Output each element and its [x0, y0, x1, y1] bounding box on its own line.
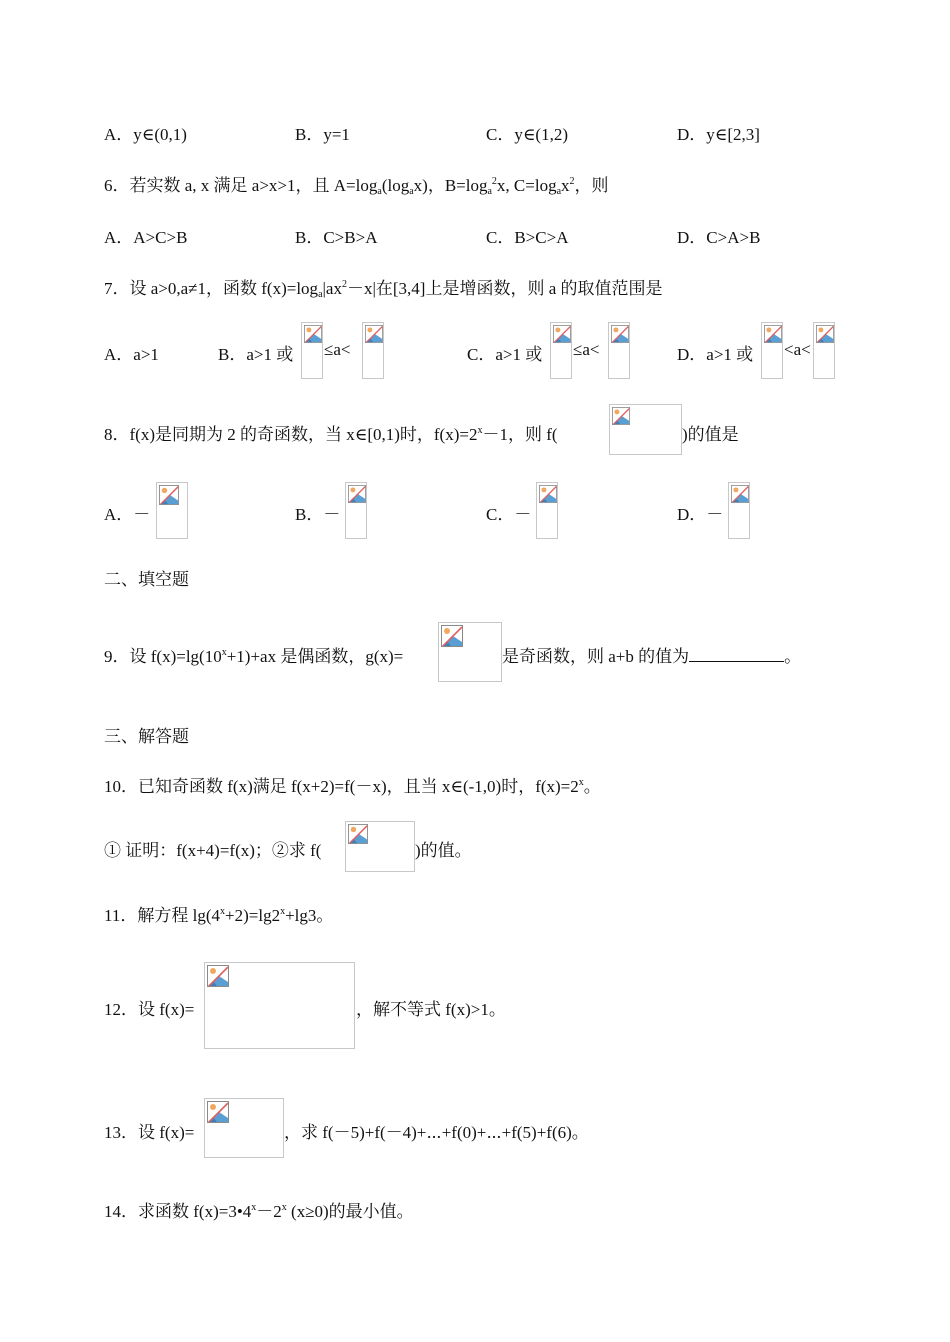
section-heading-solve: 三、解答题: [104, 727, 189, 746]
option-c-text2: ≤a<: [573, 340, 600, 359]
option-d: D．y∈[2,3]: [677, 125, 760, 144]
q8-options: [0, 480, 950, 540]
option-a: A．－: [104, 505, 151, 524]
broken-image-icon: [362, 322, 384, 379]
question-9-tail: 是奇函数，则 a+b 的值为 。: [502, 647, 802, 666]
broken-image-icon: [728, 482, 750, 539]
option-c: C．－: [486, 505, 532, 524]
broken-image-icon: [761, 322, 783, 379]
broken-image-icon: [536, 482, 558, 539]
question-10-parts-tail: )的值。: [415, 841, 472, 860]
answer-blank[interactable]: [689, 647, 784, 662]
broken-image-icon: [608, 322, 630, 379]
broken-image-icon: [550, 322, 572, 379]
question-10-parts: ① 证明：f(x+4)=f(x)；②求 f(: [104, 841, 322, 860]
option-d-text1: D．a>1 或: [677, 345, 754, 364]
option-b: B．y=1: [295, 125, 350, 144]
question-10: 10．已知奇函数 f(x)满足 f(x+2)=f(－x)，且当 x∈(-1,0)时，$f(x)=2^x$。: [104, 777, 601, 796]
option-d-text2: <a<: [784, 340, 811, 359]
broken-image-icon: [345, 821, 415, 872]
broken-image-icon: [204, 962, 355, 1049]
option-d: D．－: [677, 505, 724, 524]
question-8-tail: )的值是: [682, 425, 739, 444]
option-a: A．y∈(0,1): [104, 125, 187, 144]
question-6: 6．若实数 a, x 满足 a>x>1，且 $A=\log_a(\log_ax)$，$B=\log_a^2x$, $C=\log_ax^2$，则: [104, 176, 609, 197]
question-12-tail: ，解不等式 f(x)>1。: [356, 1000, 506, 1019]
option-d: D．C>A>B: [677, 228, 761, 247]
broken-image-icon: [301, 322, 323, 379]
option-b-text2: ≤a<: [324, 340, 351, 359]
question-8: 8．f(x)是同期为 2 的奇函数，当 x∈[0,1)时，$f(x)=2^x-1$，则 f(: [104, 425, 558, 444]
question-11: 11．解方程 $\lg(4^x+2)=\lg 2^x+\lg 3$。: [104, 906, 334, 925]
section-heading-fill-in: 二、填空题: [104, 570, 189, 589]
broken-image-icon: [345, 482, 367, 539]
broken-image-icon: [204, 1098, 284, 1158]
option-c-text1: C．a>1 或: [467, 345, 543, 364]
question-13-tail: ，求 f(－5)+f(－4)+⋯+f(0)+⋯+f(5)+f(6)。: [284, 1123, 589, 1142]
broken-image-icon: [156, 482, 188, 539]
option-a: A．A>C>B: [104, 228, 188, 247]
question-7: 7．设 a>0,a≠1，函数 $f(x)=\log_a|ax^2-x|$在[3,4]上是增函数，则 a 的取值范围是: [104, 279, 663, 300]
question-12: 12．设 f(x)=: [104, 1000, 195, 1019]
broken-image-icon: [438, 622, 502, 682]
option-b: B．－: [295, 505, 341, 524]
question-13: 13．设 f(x)=: [104, 1123, 195, 1142]
option-c: C．B>C>A: [486, 228, 569, 247]
question-9: 9．设 $f(x)=\lg(10^x+1)+ax$ 是偶函数，g(x)=: [104, 647, 404, 666]
broken-image-icon: [813, 322, 835, 379]
option-b-text1: B．a>1 或: [218, 345, 294, 364]
q7-options: [0, 320, 950, 380]
option-a: A．a>1: [104, 345, 159, 364]
broken-image-icon: [609, 404, 682, 455]
question-14: 14．求函数 $f(x)=3•4^x-2^x$ (x≥0)的最小值。: [104, 1202, 414, 1221]
option-b: B．C>B>A: [295, 228, 378, 247]
option-c: C．y∈(1,2): [486, 125, 568, 144]
